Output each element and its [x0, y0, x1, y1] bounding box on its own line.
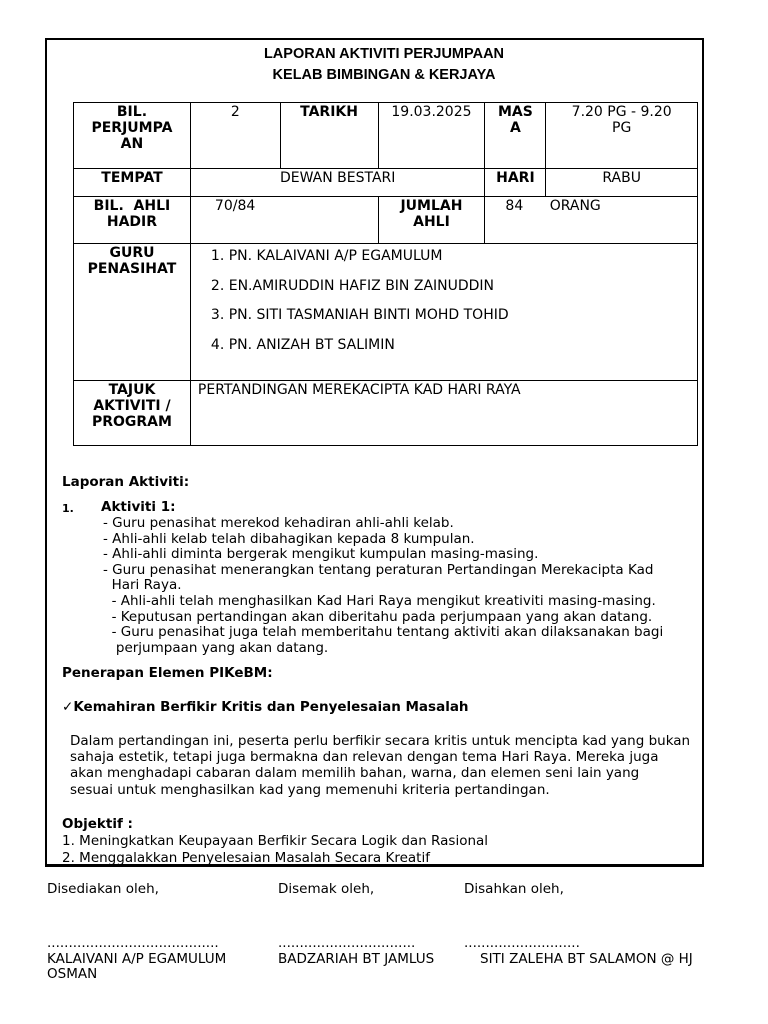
list-item: 2. Menggalakkan Penyelesaian Masalah Secara Kreatif	[62, 850, 430, 866]
guru-penasihat-label: GURU PENASIHAT	[74, 244, 191, 381]
jumlah-ahli-label: JUMLAH AHLI	[378, 197, 485, 244]
list-item: Hari Raya.	[103, 577, 182, 594]
list-item: - Guru penasihat menerangkan tentang peraturan Pertandingan Merekacipta Kad	[103, 561, 654, 578]
list-item: perjumpaan yang akan datang.	[103, 639, 329, 656]
laporan-heading: Laporan Aktiviti:	[62, 474, 190, 490]
prepared-by-label: Disediakan oleh,	[47, 881, 159, 897]
table-row	[74, 381, 698, 446]
bil-ahli-value: 70/84	[190, 197, 378, 244]
tajuk-label: TAJUK AKTIVITI / PROGRAM	[74, 381, 191, 446]
list-item: - Guru penasihat merekod kehadiran ahli-ahli kelab.	[103, 515, 454, 531]
tarikh-value: 19.03.2025	[378, 103, 485, 169]
list-item: 1. Meningkatkan Keupayaan Berfikir Secara Logik dan Rasional	[62, 833, 489, 849]
checked-by-label: Disemak oleh,	[278, 881, 375, 897]
jumlah-ahli-value	[485, 197, 698, 244]
prepared-by-name: KALAIVANI A/P EGAMULUM OSMAN	[47, 951, 227, 982]
list-item: 1. PN. KALAIVANI A/P EGAMULUM	[210, 248, 443, 264]
hari-value: RABU	[546, 169, 698, 197]
report-title-line2: KELAB BIMBINGAN & KERJAYA	[272, 67, 496, 83]
tempat-value: DEWAN BESTARI	[190, 169, 485, 197]
hari-label: HARI	[485, 169, 546, 197]
element-title: Kemahiran Berfikir Kritis dan Penyelesaian Masalah	[73, 699, 469, 715]
jumlah-number: 84	[505, 198, 524, 214]
tempat-label: TEMPAT	[74, 169, 191, 197]
list-item: - Ahli-ahli telah menghasilkan Kad Hari Raya mengikut kreativiti masing-masing.	[103, 592, 656, 609]
prepared-signature-line: ........................................	[47, 935, 219, 951]
activity-number: 1.	[62, 502, 74, 515]
checkmark-icon: ✓	[62, 699, 74, 715]
tajuk-value: PERTANDINGAN MEREKACIPTA KAD HARI RAYA	[190, 381, 697, 446]
report-title-line1: LAPORAN AKTIVITI PERJUMPAAN	[263, 46, 505, 62]
pikebm-paragraph: Dalam pertandingan ini, peserta perlu berfikir secara kritis untuk mencipta kad yang bukan sahaja estetik, tetapi juga bermakna dan relevan dengan tema Hari Raya. Mereka juga akan menghadapi cabaran dalam memilih bahan, warna, dan elemen seni lain yang sesuai untuk menghasilkan kad yang memenuhi kriteria pertandingan.	[70, 733, 691, 798]
bil-ahli-label: BIL. AHLI HADIR	[74, 197, 191, 244]
bil-perjumpaan-label: BIL. PERJUMPA AN	[74, 103, 191, 169]
meeting-info-table	[73, 102, 698, 446]
guru-list	[195, 248, 693, 366]
checked-by-name: BADZARIAH BT JAMLUS	[278, 951, 435, 967]
table-row	[74, 103, 698, 169]
objektif-heading: Objektif :	[62, 816, 133, 832]
list-item: - Guru penasihat juga telah memberitahu tentang aktiviti akan dilaksanakan bagi	[103, 624, 664, 641]
masa-label: MAS A	[485, 103, 546, 169]
checked-signature-line: ................................	[278, 935, 416, 951]
table-row	[74, 244, 698, 381]
list-item: 2. EN.AMIRUDDIN HAFIZ BIN ZAINUDDIN	[210, 277, 495, 294]
list-item: - Ahli-ahli diminta bergerak mengikut kumpulan masing-masing.	[103, 546, 539, 563]
table-row	[74, 197, 698, 244]
list-item: - Keputusan pertandingan akan diberitahu pada perjumpaan yang akan datang.	[103, 608, 653, 625]
activity-lines	[103, 516, 663, 656]
approved-by-name: SITI ZALEHA BT SALAMON @ HJ	[480, 951, 693, 967]
list-item: - Ahli-ahli kelab telah dibahagikan kepada 8 kumpulan.	[103, 530, 475, 547]
table-row	[74, 169, 698, 197]
list-item: 4. PN. ANIZAH BT SALIMIN	[210, 336, 395, 353]
guru-penasihat-list-cell	[190, 244, 697, 381]
pikebm-heading: Penerapan Elemen PIKeBM:	[62, 665, 273, 681]
pikebm-element	[62, 699, 469, 715]
jumlah-unit: ORANG	[549, 198, 601, 214]
masa-value: 7.20 PG - 9.20 PG	[546, 103, 698, 169]
list-item: 3. PN. SITI TASMANIAH BINTI MOHD TOHID	[210, 307, 509, 323]
tarikh-label: TARIKH	[280, 103, 378, 169]
approved-by-label: Disahkan oleh,	[464, 881, 564, 897]
objektif-list	[62, 833, 488, 867]
bil-perjumpaan-value: 2	[190, 103, 280, 169]
activity-title: Aktiviti 1:	[101, 499, 176, 515]
approved-signature-line: ...........................	[464, 935, 580, 951]
